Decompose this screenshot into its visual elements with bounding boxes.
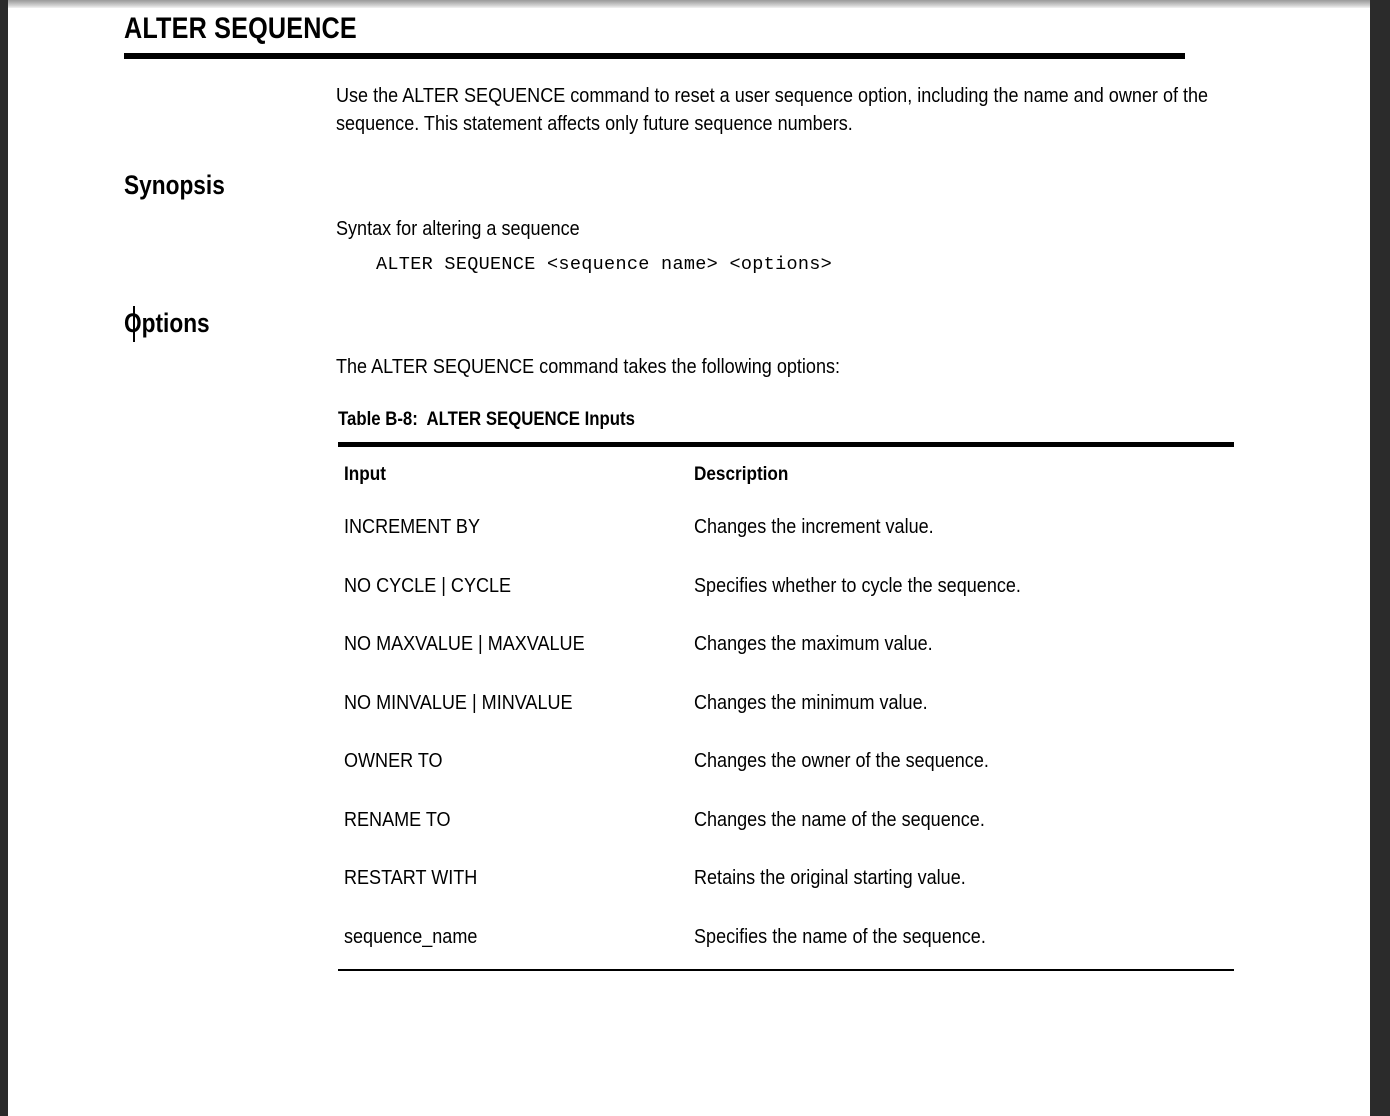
chapter-title-text: ALTER SEQUENCE bbox=[124, 12, 357, 45]
table-cell-description-text: Changes the increment value. bbox=[694, 515, 934, 538]
table-cell-description-text: Specifies the name of the sequence. bbox=[694, 924, 986, 948]
table-row bbox=[338, 501, 1234, 560]
table-cell-description-text: Changes the minimum value. bbox=[694, 690, 928, 714]
table-bottom-rule bbox=[338, 969, 1234, 971]
table-cell-input-text: NO MINVALUE | MINVALUE bbox=[344, 690, 573, 714]
table-header-label-description: Description bbox=[694, 463, 789, 485]
table-cell-input bbox=[338, 573, 694, 599]
table-cell-description bbox=[694, 924, 1234, 950]
table-cell-description-text: Specifies whether to cycle the sequence. bbox=[694, 573, 1021, 597]
table-header-label-input: Input bbox=[344, 463, 386, 485]
document-page bbox=[8, 8, 1370, 1116]
options-intro-paragraph: The ALTER SEQUENCE command takes the following options: bbox=[336, 355, 841, 378]
table-cell-input bbox=[338, 865, 694, 891]
intro-paragraph: Use the ALTER SEQUENCE command to reset a user sequence option, including the name and owner of the sequence. This statement affects only future sequence numbers. bbox=[336, 84, 1214, 135]
table-cell-input bbox=[338, 748, 694, 774]
table-cell-input-text: sequence_name bbox=[344, 924, 478, 948]
section-heading-options: Options bbox=[124, 308, 210, 338]
window-right-border bbox=[1370, 0, 1390, 1116]
table-row bbox=[338, 735, 1234, 794]
table-cell-input-text: OWNER TO bbox=[344, 749, 443, 772]
table-row bbox=[338, 560, 1234, 619]
title-divider-rule bbox=[124, 53, 1185, 59]
synopsis-description: Syntax for altering a sequence bbox=[336, 217, 580, 240]
table-row bbox=[338, 852, 1234, 911]
table-row bbox=[338, 911, 1234, 970]
table-header-cell-input bbox=[338, 461, 694, 487]
syntax-code-block: ALTER SEQUENCE <sequence name> <options> bbox=[376, 254, 833, 275]
table-cell-description bbox=[694, 514, 1234, 540]
section-heading-synopsis: Synopsis bbox=[124, 170, 225, 200]
page-title bbox=[124, 10, 1186, 48]
table-row bbox=[338, 618, 1234, 677]
table-cell-description-text: Retains the original starting value. bbox=[694, 866, 966, 889]
table-cell-input bbox=[338, 514, 694, 540]
table-cell-input-text: RESTART WITH bbox=[344, 866, 478, 889]
table-header-cell-description bbox=[694, 461, 1234, 487]
table-cell-input bbox=[338, 690, 694, 716]
table-cell-description bbox=[694, 573, 1234, 599]
table-cell-input bbox=[338, 924, 694, 950]
table-cell-description-text: Changes the owner of the sequence. bbox=[694, 749, 989, 772]
table-cell-input-text: INCREMENT BY bbox=[344, 515, 480, 538]
table-cell-input bbox=[338, 631, 694, 657]
table-cell-description bbox=[694, 748, 1234, 774]
table-cell-input-text: NO MAXVALUE | MAXVALUE bbox=[344, 632, 585, 655]
table-cell-description-text: Changes the name of the sequence. bbox=[694, 807, 985, 831]
table-cell-input bbox=[338, 807, 694, 833]
table-cell-input-text: NO CYCLE | CYCLE bbox=[344, 573, 512, 597]
window-top-strip bbox=[0, 0, 1390, 8]
table-cell-description bbox=[694, 690, 1234, 716]
table-caption: Table B-8: ALTER SEQUENCE Inputs bbox=[338, 408, 635, 430]
table-cell-description-text: Changes the maximum value. bbox=[694, 632, 933, 655]
table-row bbox=[338, 794, 1234, 853]
table-cell-input-text: RENAME TO bbox=[344, 807, 451, 831]
table-cell-description bbox=[694, 807, 1234, 833]
window-left-border bbox=[0, 0, 8, 1116]
table-cell-description bbox=[694, 631, 1234, 657]
table-header-row bbox=[338, 447, 1234, 501]
alter-sequence-inputs-table bbox=[338, 442, 1234, 971]
table-row bbox=[338, 677, 1234, 736]
table-cell-description bbox=[694, 865, 1234, 891]
